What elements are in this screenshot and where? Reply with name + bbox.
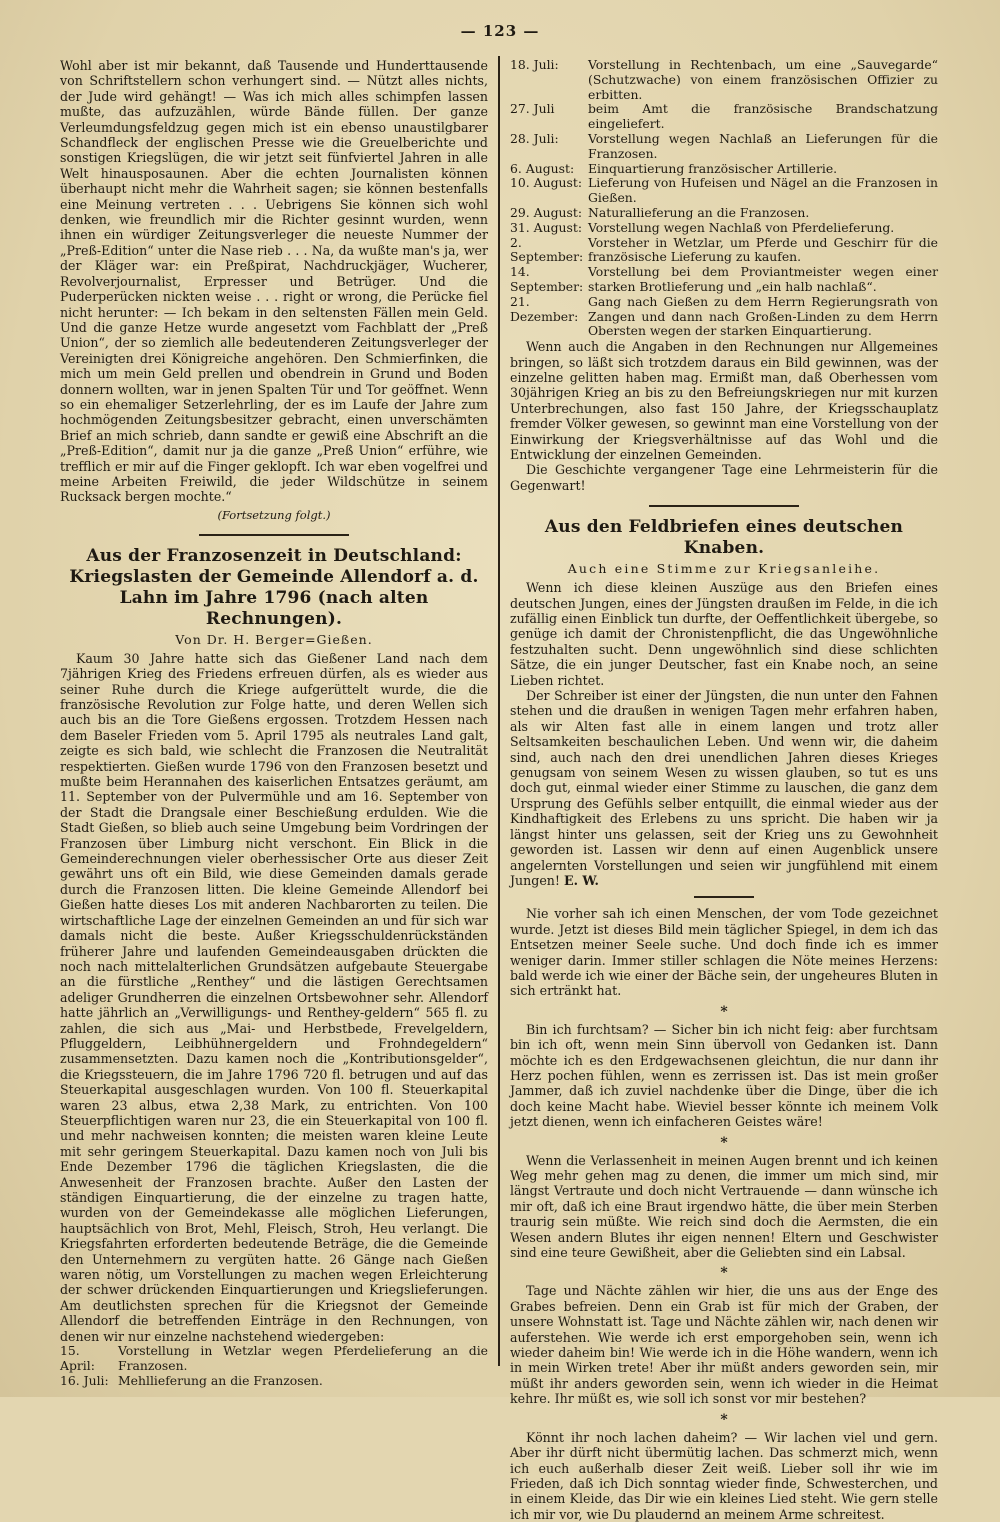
ledger-entry xyxy=(510,221,938,236)
ledger-entry xyxy=(510,58,938,102)
ledger-entry xyxy=(510,176,938,206)
asterisk-divider: * xyxy=(720,1411,728,1428)
ledger-entry xyxy=(60,1374,488,1389)
asterisk-divider: * xyxy=(720,1265,728,1282)
ledger-text: Lieferung von Hufeisen und Nägel an die Franzosen in Gießen. xyxy=(588,175,938,206)
section-separator xyxy=(694,896,754,898)
intro-paragraph-2 xyxy=(510,688,938,888)
closing-paragraph: Wenn auch die Angaben in den Rechnungen nur Allgemeines bringen, so läßt sich trotzdem daraus ein Bild gewinnen, was der einzelne gelitten haben mag. Ermißt man, daß Oberhessen vom 30jährigen Krieg an bis zu den Befreiungskriegen nur mit kurzen Unterbrechungen, also fast 150 Jahre, der Kriegsschauplatz fremder Völker gewesen, so gewinnt man eine Vorstellung von der Einwirkung der Kriegsverhältnisse auf das Wohl und die Entwicklung der einzelnen Gemeinden. xyxy=(510,339,938,462)
ledger-entry xyxy=(60,1344,488,1374)
article2-title: Aus den Feldbriefen eines deutschen Knaben. xyxy=(544,517,904,559)
ledger-date: 16. Juli: xyxy=(60,1372,109,1388)
column-divider xyxy=(498,56,500,1366)
continued-note: (Fortsetzung folgt.) xyxy=(217,507,331,522)
ledger-date: 31. August: xyxy=(510,219,582,235)
article-body: Kaum 30 Jahre hatte sich das Gießener Land nach dem 7jährigen Krieg des Friedens erfreuen dürfen, als es wieder aus seiner Ruhe durch die Kriege aufgerüttelt wurde, die die französische Revolution zur Folge hatte, und deren Wellen sich auch bis an die Tore Gießens ergossen. Trotzdem Hessen nach dem Baseler Frieden vom 5. April 1795 als neutrales Land galt, zeigte es sich bald, wie schlecht die Franzosen die Neutralität respektierten. Gießen wurde 1796 von den Franzosen besetzt und mußte beim Herannahen des kaiserlichen Entsatzes geräumt, am 11. September von der Pulvermühle und am 16. September von der Stadt die Drangsale einer Beschießung erdulden. Wie die Stadt Gießen, so blieb auch seine Umgebung beim Vordringen der Franzosen über Limburg nicht verschont. Ein Blick in die Gemeinderechnungen vieler oberhessischer Orte aus dieser Zeit gewährt uns oft ein Bild, wie diese Gemeinden damals gerade durch die Franzosen litten. Die kleine Gemeinde Allendorf bei Gießen hatte dieses Los mit anderen Nachbarorten zu teilen. Die wirtschaftliche Lage der einzelnen Gemeinden an und für sich war damals nicht die beste. Außer Kriegsschuldenrückständen früherer Jahre und laufenden Gemeindeausgaben drückten die noch nach mittelalterlichen Grundsätzen aufgebaute Steuergabe an die fürstliche „Renthey“ und die lästigen Gerechtsamen adeliger Grundherren die einzelnen Ortsbewohner sehr. Allendorf hatte jährlich an „Verwilligungs- und Renthey-geldern“ 565 fl. zu zahlen, die sich aus „Mai- und Herbstbede, Frevelgeldern, Pfluggeldern, Leibhühnergeldern und Frohndegeldern“ zusammensetzten. Dazu kamen noch die „Kontributionsgelder“, die Kriegssteuern, die im Jahre 1796 720 fl. betrugen und auf das Steuerkapital ausgeschlagen wurden. Von 100 fl. Steuerkapital waren 23 albus, etwa 2,38 Mark, zu entrichten. Von 100 Steuerpflichtigen waren nur 23, die ein Steuerkapital von 100 fl. und mehr nachweisen konnten; die meisten waren kleine Leute mit sehr geringem Steuerkapital. Dazu kamen noch von Juli bis Ende Dezember 1796 die täglichen Kriegslasten, die die Anwesenheit der Franzosen brachte. Außer den Lasten der ständigen Einquartierung, die der einzelne zu tragen hatte, wurden von der Gemeindekasse alle möglichen Lieferungen, hauptsächlich von Brot, Mehl, Fleisch, Stroh, Heu verlangt. Die Kriegsfahrten erforderten bedeutende Beträge, die die Gemeinde den Unternehmern zu vergüten hatte. 26 Gänge nach Gießen waren nötig, um Vorstellungen zu machen wegen Erleichterung der schwer drückenden Einquartierungen und Kriegslieferungen. Am deutlichsten sprechen für die Kriegsnot der Gemeinde Allendorf die betreffenden Einträge in den Rechnungen, von denen wir nur einzelne nachstehend wiedergeben: xyxy=(60,650,488,1344)
ledger-text: Vorstellung bei dem Proviantmeister wegen einer starken Brotlieferung und „ein halb nachlaß“. xyxy=(588,264,938,294)
ledger-date: 28. Juli: xyxy=(510,130,559,146)
ledger-date: 6. August: xyxy=(510,160,575,176)
ledger-text: Vorstellung in Wetzlar wegen Pferdelieferung an die Franzosen. xyxy=(118,1343,488,1373)
ledger-entry xyxy=(510,132,938,162)
ledger-entry xyxy=(510,265,938,295)
ledger-date: 10. August: xyxy=(510,175,582,191)
ledger-entry xyxy=(510,206,938,221)
ledger-text: Vorstellung wegen Nachlaß von Pferdelieferung. xyxy=(588,219,895,235)
asterisk-divider: * xyxy=(720,1134,728,1151)
author-signature: E. W. xyxy=(563,872,599,888)
letter-excerpt: Wenn die Verlassenheit in meinen Augen brennt und ich keinen Weg mehr gehen mag zu denen, die immer um mich sind, mir längst Vertraute und doch nicht Vertrauende — dann wünsche ich mir oft, daß ich eine Braut irgendwo hätte, die über mein Sterben traurig sein müßte. Wie reich sind doch die Aermsten, die ein Wesen andern Blutes ihr eigen nennen! Eltern und Geschwister sind eine teure Gewißheit, aber die Geliebten sind ein Labsal. xyxy=(510,1152,938,1261)
ledger-date: 29. August: xyxy=(510,204,582,220)
ledger-entry xyxy=(510,162,938,177)
ledger-text: Vorstellung wegen Nachlaß an Lieferungen für die Franzosen. xyxy=(588,130,938,161)
ledger-date: 15. April: xyxy=(60,1343,95,1373)
ledger-text: Naturallieferung an die Franzosen. xyxy=(588,204,810,220)
ledger-entry xyxy=(510,236,938,266)
article-author: Von Dr. H. Berger=Gießen. xyxy=(175,631,373,647)
article2-subtitle: Auch eine Stimme zur Kriegsanleihe. xyxy=(567,561,881,577)
ledger-text: Mehllieferung an die Franzosen. xyxy=(118,1372,323,1388)
ledger-entry xyxy=(510,295,938,339)
article-title: Aus der Franzosenzeit in Deutschland: Kriegslasten der Gemeinde Allendorf a. d. Lahn im Jahre 1796 (nach alten Rechnungen). xyxy=(69,545,479,629)
section-separator xyxy=(199,534,349,536)
closing-line: Die Geschichte vergangener Tage eine Lehrmeisterin für die Gegenwart! xyxy=(510,462,938,493)
intro-paragraph-2-text: Der Schreiber ist einer der Jüngsten, die nun unter den Fahnen stehen und die draußen in wenigen Tagen mehr erfahren haben, als wir Alten fast alle in einem langen und trotz aller Seltsamkeiten beschaulichen Leben. Und wenn wir, die daheim sind, auch nach den drei unendlichen Jahren dieses Krieges genugsam von seinem Wesen zu wissen glauben, so tut es uns doch gut, einmal wieder einer Stimme zu lauschen, die ganz dem Ursprung des Gefühls selber entquillt, die einmal wieder aus der Kindhaftigkeit des Erlebens zu uns spricht. Die haben wir ja längst hinter uns gelassen, seit der Krieg uns zu Gewohnheit geworden ist. Lassen wir denn auf einen Augenblick unsere angelernten Vorstellungen und seien wir jungfühlend mit einem Jungen! xyxy=(510,688,938,888)
ledger-date: 14. September: xyxy=(510,264,584,294)
letter-excerpt: Nie vorher sah ich einen Menschen, der vom Tode gezeichnet wurde. Jetzt ist dieses Bild mein täglicher Spiegel, in dem ich das Entsetzen meiner Seele suche. Und doch finde ich es immer weniger darin. Immer stiller schlagen die Nöte meines Herzens: bald werde ich wie einer der Bäche sein, der ungeheures Bluten in sich ertränkt hat. xyxy=(510,906,938,999)
ledger-date: 27. Juli xyxy=(510,101,555,117)
section-separator xyxy=(649,505,799,507)
ledger-text: beim Amt die französische Brandschatzung eingeliefert. xyxy=(588,101,938,132)
page-number: — 123 — xyxy=(460,22,540,40)
ledger-entry xyxy=(510,102,938,132)
serial-story-text: Wohl aber ist mir bekannt, daß Tausende und Hunderttausende von Schriftstellern schon verhungert sind. — Nützt alles nichts, der Jude wird gehängt! — Was ich mich alles schimpfen lassen mußte, das aufzuzählen, würde Bände füllen. Der ganze Verleumdungsfeldzug gegen mich ist ein ebenso unaustilgbarer Schandfleck der englischen Presse wie die Greuelberichte und sonstigen Kriegslügen, die wir jetzt seit fünfviertel Jahren in alle Welt hinausposaunen. Aber die echten Journalisten können überhaupt nicht mehr die Wahrheit sagen; sie können bestenfalls eine Meinung vertreten . . . Uebrigens Sie können sich wohl denken, wie freundlich mir die Richter gesinnt wurden, wenn ihnen ein würdiger Zeitungsverleger die neueste Nummer der „Preß-Edition“ unter die Nase rieb . . . Na, da wußte man's ja, wer der Kläger war: ein Preßpirat, Nachdruckjäger, Wucherer, Revolverjournalist, Erpresser und Betrüger. Und die Puderperücken nickten weise . . . right or wrong, die Perücke fiel nicht herunter: — Ich bekam in den seltensten Fällen mein Geld. Und die ganze Hetze wurde angesetzt vom Fachblatt der „Preß Union“, der so ziemlich alle bedeutenderen Zeitungsverleger der Vereinigten drei Königreiche angehören. Den Schmierfinken, die mich um mein Geld prellen und obendrein in Grund und Boden donnern wollten, war in jenen Spalten Tür und Tor geöffnet. Wenn so ein ehemaliger Setzerlehrling, der es im Laufe der Jahre zum hochmögenden Zeitungsbesitzer gebracht, einen unverschämten Brief an mich schrieb, dann sandte er gewiß eine Abschrift an die „Preß-Edition“, damit nur ja die ganze „Preß Union“ erführe, wie trefflich er mir auf die Finger geklopft. Ich war eben vogelfrei und meine Arbeiten Freiwild, die jeder Wildschütze in seinem Rucksack bergen mochte.“ xyxy=(60,58,488,505)
ledger-date: 2. September: xyxy=(510,234,584,265)
letter-excerpt: Tage und Nächte zählen wir hier, die uns aus der Enge des Grabes befreien. Denn ein Grab ist für mich der Graben, der unsere Wohnstatt ist. Tage und Nächte zählen wir, nach denen wir auferstehen. Wie werde ich erst emporgehoben sein, wenn ich wieder daheim bin! Wie werde ich in die Höhe wandern, wenn ich in mein Wirken trete! Aber ihr müßt anders geworden sein, mir müßt ihr anders geworden sein, wenn ich wieder in die Heimat kehre. Ihr müßt es, wie soll ich sonst vor mir bestehen? xyxy=(510,1283,938,1407)
ledger-list-right xyxy=(510,58,938,339)
ledger-text: Vorsteher in Wetzlar, um Pferde und Geschirr für die französische Lieferung zu kaufen. xyxy=(588,234,938,265)
ledger-list-left xyxy=(60,1344,488,1388)
left-column xyxy=(60,58,488,1388)
ledger-date: 21. Dezember: xyxy=(510,293,579,324)
intro-paragraph-1: Wenn ich diese kleinen Auszüge aus den Briefen eines deutschen Jungen, eines der Jüngsten draußen im Felde, in die ich zufällig einen Einblick tun durfte, der Oeffentlichkeit übergebe, so genüge ich damit der Chronistenpflicht, die das Ungewöhnliche festzuhalten sucht. Denn ungewöhnlich sind diese schlichten Sätze, die ein junger Deutscher, fast ein Knabe noch, an seine Lieben richtet. xyxy=(510,580,938,688)
asterisk-divider: * xyxy=(720,1003,728,1020)
letter-excerpt: Bin ich furchtsam? — Sicher bin ich nicht feig: aber furchtsam bin ich oft, wenn mein Sinn übervoll von Gedanken ist. Dann möchte ich es den Erdgewachsenen gleichtun, die nur dann ihr Herz pochen fühlen, wenn es zerrissen ist. Das ist mein großer Jammer, daß ich zuviel nachdenke über die Dinge, über die ich doch keine Macht habe. Wieviel besser könnte ich meinem Volk jetzt dienen, wenn ich einfacheren Geistes wäre! xyxy=(510,1021,938,1130)
ledger-date: 18. Juli: xyxy=(510,57,559,72)
ledger-text: Einquartierung französischer Artillerie. xyxy=(588,160,838,176)
right-column xyxy=(510,58,938,1522)
letter-excerpt: Könnt ihr noch lachen daheim? — Wir lachen viel und gern. Aber ihr dürft nicht übermütig lachen. Das schmerzt mich, wenn ich euch außerhalb dieser Zeit weiß. Lieber soll ihr wie im Frieden, daß ich Dich sonntag wieder finde, Schwesterchen, und in einem Kleide, das Dir wie ein kleines Lied steht. Wie gern stelle ich mir vor, wie Du plaudernd an meinem Arme schreitest. xyxy=(510,1429,938,1522)
ledger-text: Gang nach Gießen zu dem Herrn Regierungsrath von Zangen und dann nach Großen-Linden zu dem Herrn Obersten wegen der starken Einquartierung. xyxy=(588,293,938,339)
ledger-text: Vorstellung in Rechtenbach, um eine „Sauvegarde“ (Schutzwache) von einem französischen Offizier zu erbitten. xyxy=(588,57,938,102)
